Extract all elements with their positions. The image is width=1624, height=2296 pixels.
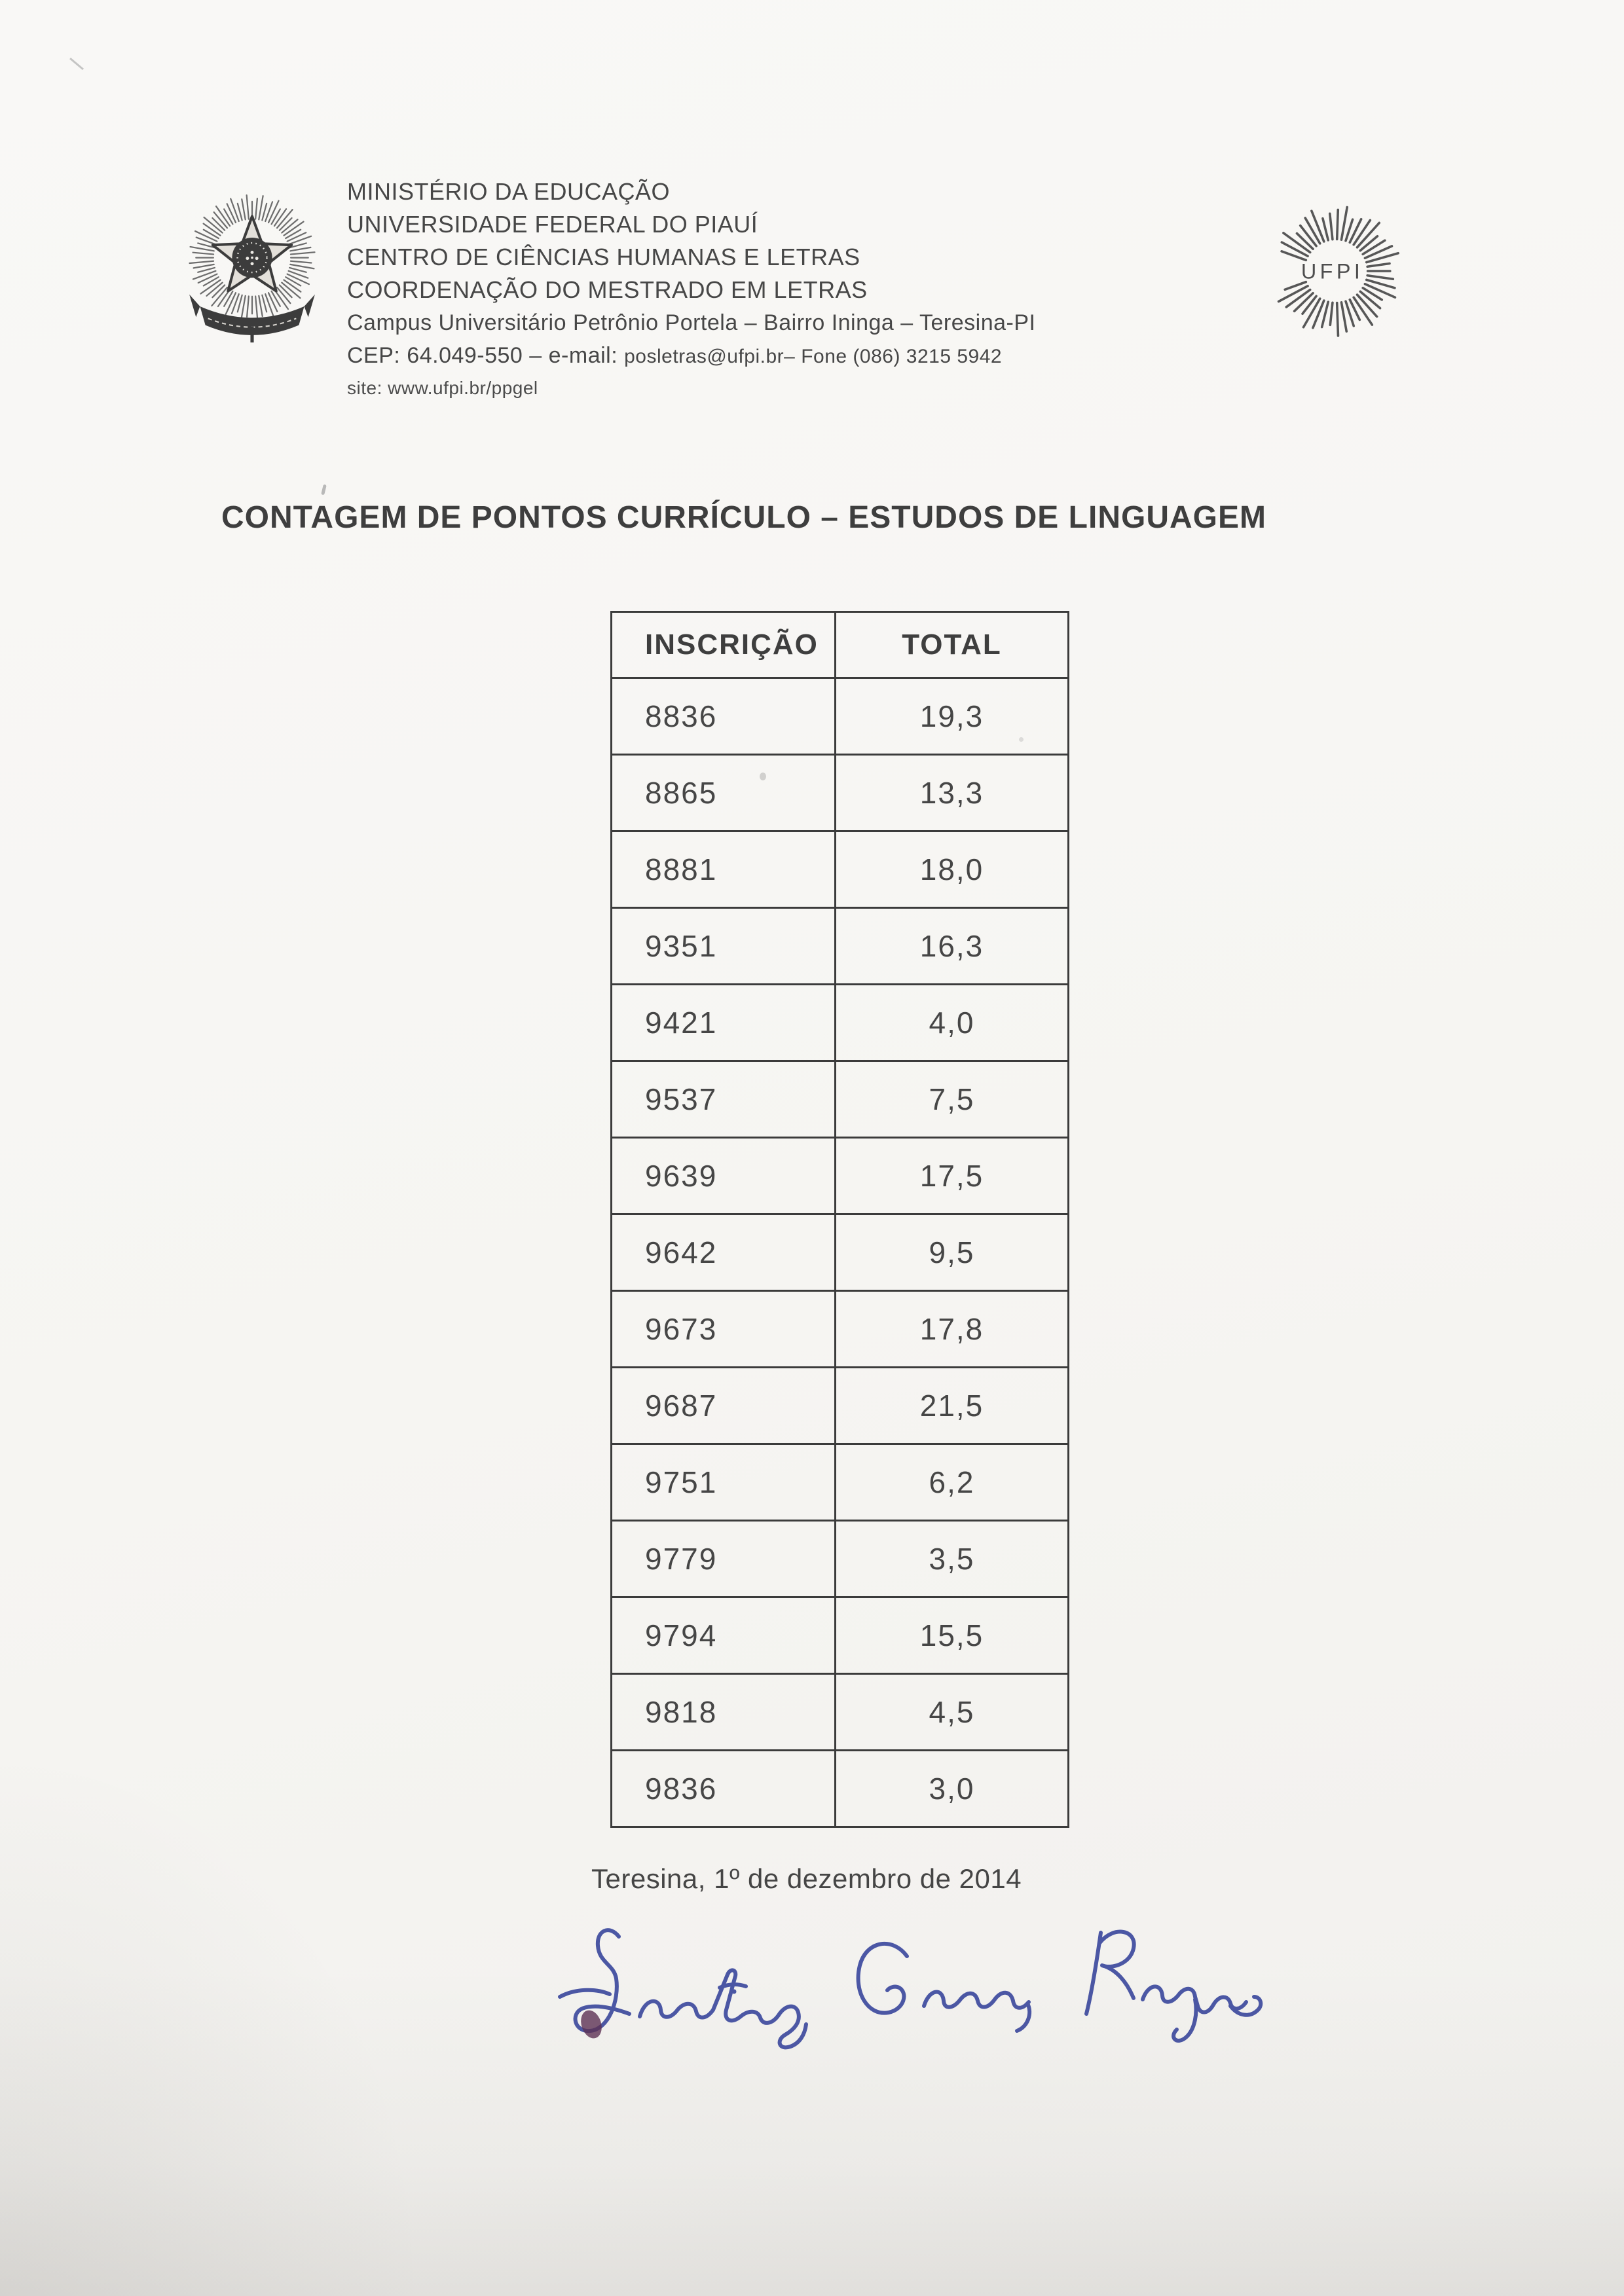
table-row <box>612 1751 1069 1827</box>
table-row <box>612 985 1069 1061</box>
ministry-line: MINISTÉRIO DA EDUCAÇÃO <box>347 178 671 205</box>
signature <box>540 1899 1267 2075</box>
table-row <box>612 1521 1069 1597</box>
table-row <box>612 1138 1069 1214</box>
table-row <box>612 1214 1069 1291</box>
table-row <box>612 1291 1069 1368</box>
cell-total: 7,5 <box>836 1061 1069 1138</box>
table-row <box>612 678 1069 755</box>
cell-total: 4,5 <box>836 1674 1069 1751</box>
ufpi-logo-icon <box>1265 200 1407 342</box>
cell-inscricao: 9537 <box>612 1061 836 1138</box>
brazil-coat-of-arms-icon <box>185 194 319 348</box>
cell-total: 6,2 <box>836 1444 1069 1521</box>
cell-total: 17,5 <box>836 1138 1069 1214</box>
letterhead <box>347 175 1264 403</box>
cep-text: CEP: 64.049-550 – e-mail: <box>347 343 625 368</box>
cell-inscricao: 9836 <box>612 1751 836 1827</box>
cell-total: 9,5 <box>836 1214 1069 1291</box>
table-row <box>612 908 1069 985</box>
cell-inscricao: 9421 <box>612 985 836 1061</box>
date-line: Teresina, 1º de dezembro de 2014 <box>591 1863 1022 1894</box>
scores-table <box>610 611 1069 1828</box>
center-line: CENTRO DE CIÊNCIAS HUMANAS E LETRAS <box>347 244 860 270</box>
table-row <box>612 755 1069 831</box>
table-row <box>612 1061 1069 1138</box>
cell-inscricao: 9673 <box>612 1291 836 1368</box>
table-header-row <box>612 612 1069 678</box>
cell-total: 16,3 <box>836 908 1069 985</box>
scan-mark <box>321 484 327 496</box>
cell-inscricao: 9642 <box>612 1214 836 1291</box>
contact-line <box>347 339 1264 373</box>
coordination-line: COORDENAÇÃO DO MESTRADO EM LETRAS <box>347 276 868 303</box>
cell-total: 18,0 <box>836 831 1069 908</box>
table-row <box>612 831 1069 908</box>
cell-total: 19,3 <box>836 678 1069 755</box>
cell-total: 21,5 <box>836 1368 1069 1444</box>
table-row <box>612 1597 1069 1674</box>
email-phone-text: posletras@ufpi.br– Fone (086) 3215 5942 <box>624 346 1003 367</box>
table-row <box>612 1368 1069 1444</box>
scan-mark <box>69 58 84 70</box>
ufpi-logo-label: UFPI <box>1301 259 1364 283</box>
site-line: site: www.ufpi.br/ppgel <box>347 378 538 398</box>
col-header-inscricao: INSCRIÇÃO <box>612 612 836 678</box>
cell-inscricao: 9779 <box>612 1521 836 1597</box>
cell-inscricao: 9639 <box>612 1138 836 1214</box>
cell-inscricao: 9351 <box>612 908 836 985</box>
cell-inscricao: 9751 <box>612 1444 836 1521</box>
cell-total: 3,0 <box>836 1751 1069 1827</box>
cell-inscricao: 8881 <box>612 831 836 908</box>
university-line: UNIVERSIDADE FEDERAL DO PIAUÍ <box>347 211 758 238</box>
col-header-total: TOTAL <box>836 612 1069 678</box>
cell-total: 4,0 <box>836 985 1069 1061</box>
cell-inscricao: 8865 <box>612 755 836 831</box>
cell-inscricao: 9794 <box>612 1597 836 1674</box>
cell-total: 17,8 <box>836 1291 1069 1368</box>
cell-total: 13,3 <box>836 755 1069 831</box>
table-row <box>612 1444 1069 1521</box>
table-row <box>612 1674 1069 1751</box>
ink-blot <box>578 2007 605 2041</box>
cell-total: 15,5 <box>836 1597 1069 1674</box>
signature-scribble <box>540 1899 1267 2075</box>
scan-shading <box>0 1707 458 2296</box>
cell-inscricao: 9687 <box>612 1368 836 1444</box>
cell-inscricao: 8836 <box>612 678 836 755</box>
cell-total: 3,5 <box>836 1521 1069 1597</box>
cell-inscricao: 9818 <box>612 1674 836 1751</box>
campus-address-line: Campus Universitário Petrônio Portela – Bairro Ininga – Teresina-PI <box>347 310 1036 335</box>
document-title: CONTAGEM DE PONTOS CURRÍCULO – ESTUDOS DE LINGUAGEM <box>221 500 1266 535</box>
